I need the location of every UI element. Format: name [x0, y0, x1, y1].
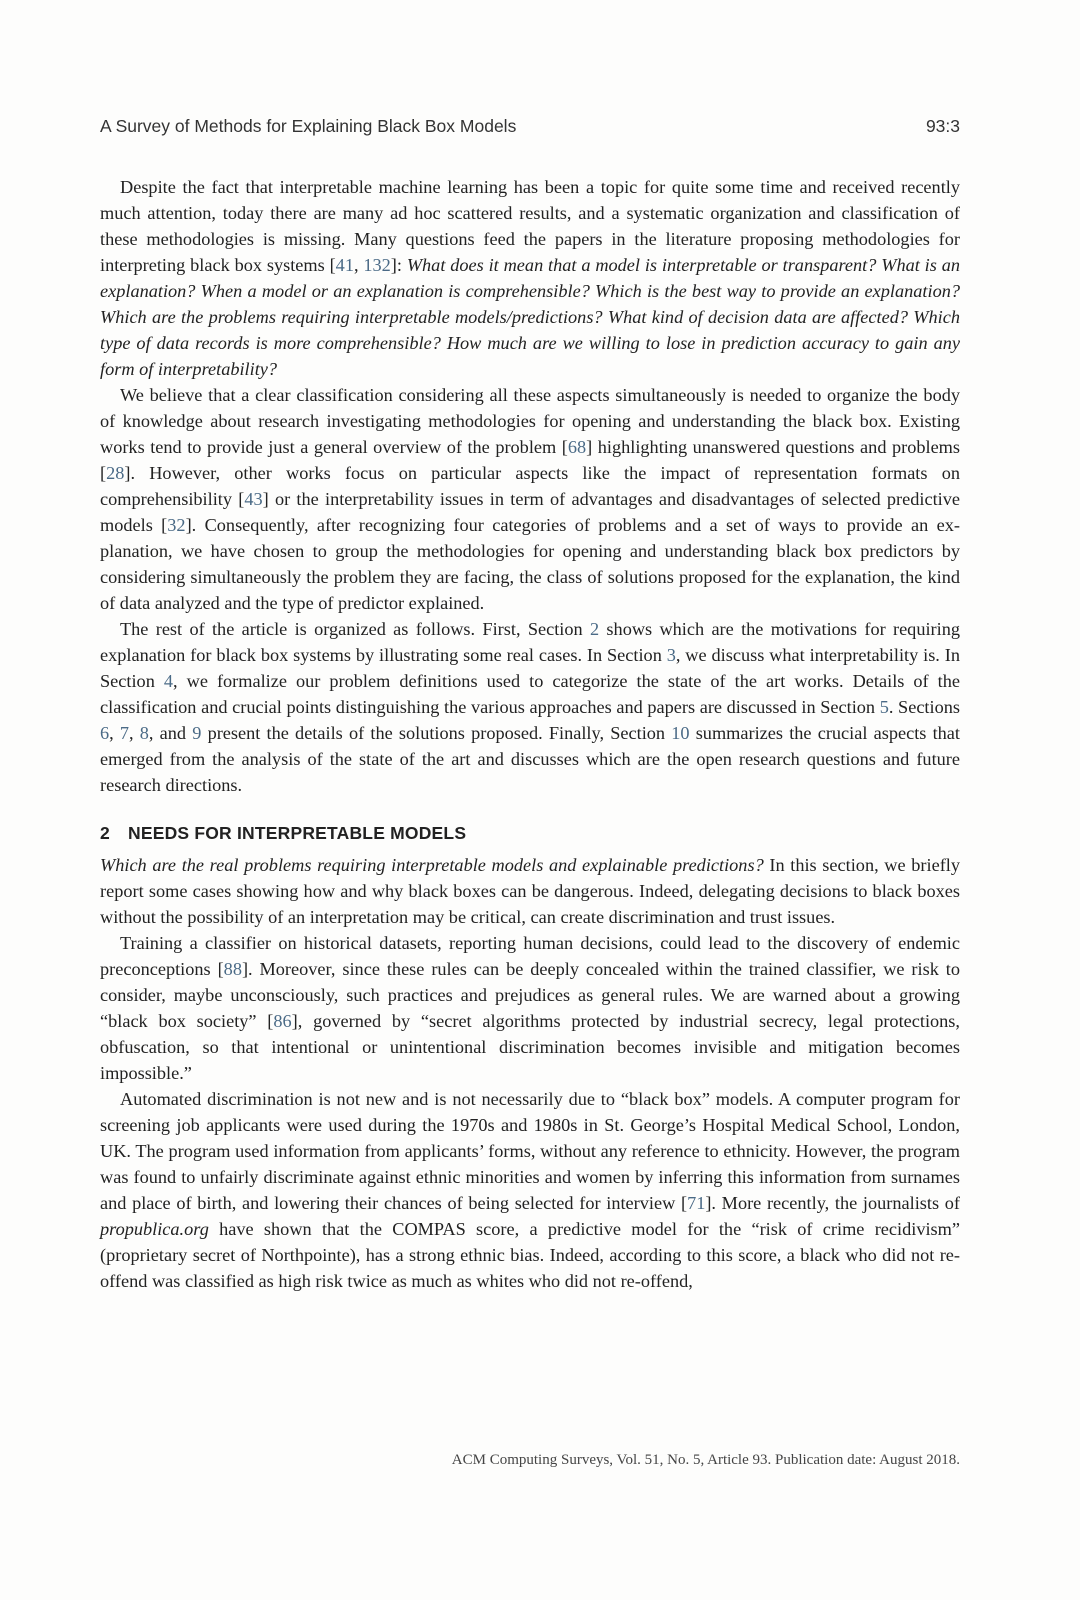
- text: ,: [109, 723, 120, 743]
- citation-link[interactable]: 88: [223, 959, 242, 979]
- text: shows which are the motivations for requiring explanation for black box systems by illustrating some real cases. In Section: [100, 619, 960, 665]
- text: , and: [148, 723, 193, 743]
- section-link[interactable]: 7: [119, 723, 130, 743]
- text: Training a classifier on historical datasets, reporting human decisions, could lead to the discovery of endemic preconceptions [: [100, 933, 960, 979]
- section-heading: [100, 820, 960, 846]
- text: summarizes the crucial aspects that emerged from the analysis of the state of the art and discusses which are the open research questions and future research directions.: [100, 723, 960, 795]
- running-title: A Survey of Methods for Explaining Black Box Models: [100, 116, 517, 136]
- text: present the details of the solutions proposed. Finally, Section: [201, 723, 672, 743]
- citation-link[interactable]: 86: [273, 1011, 292, 1031]
- text: ,: [353, 255, 364, 275]
- citation-link[interactable]: 41: [335, 255, 354, 275]
- text: ] or the interpretability issues in term of advantages and disadvantages of selected predictive models [: [100, 489, 960, 535]
- paragraph-intro-questions: [100, 174, 960, 382]
- text: . Sections: [888, 697, 960, 717]
- text: ], governed by “secret algorithms protected by industrial secrecy, legal protections, obfuscation, so that intentional or unintentional discrimination becomes invisible and mitigation becomes impossible.”: [100, 1011, 960, 1083]
- paragraph-organization: [100, 616, 960, 798]
- citation-link[interactable]: 32: [167, 515, 186, 535]
- text: , we discuss what interpretability is. In Section: [100, 645, 960, 691]
- text: In this section, we briefly report some cases showing how and why black boxes can be dangerous. Indeed, delegating decisions to black boxes without the possibility of an interpretation may be critical, can create discrimination and trust issues.: [100, 855, 960, 927]
- citation-link[interactable]: 71: [687, 1193, 706, 1213]
- text: ]:: [390, 255, 407, 275]
- section-link[interactable]: 6: [100, 723, 110, 743]
- text: ]. However, other works focus on particular aspects like the impact of representation formats on comprehensibility [: [100, 463, 960, 509]
- paragraph-training-classifier: [100, 930, 960, 1086]
- italic-question: Which are the real problems requiring interpretable models and explainable predictions?: [100, 855, 764, 875]
- paragraph-classification: [100, 382, 960, 616]
- section-link[interactable]: 3: [666, 645, 676, 665]
- citation-link[interactable]: 132: [363, 255, 391, 275]
- page-footer: ACM Computing Surveys, Vol. 51, No. 5, Article 93. Publication date: August 2018.: [451, 1452, 960, 1468]
- article-body: [100, 174, 960, 1294]
- section-title: NEEDS FOR INTERPRETABLE MODELS: [128, 823, 467, 843]
- text: ,: [129, 723, 140, 743]
- text: ]. Moreover, since these rules can be deeply concealed within the trained classifier, we risk to consider, maybe unconsciously, such practices and prejudices as general rules. We are warned about a growing “black box society” [: [100, 959, 960, 1031]
- text: Despite the fact that interpretable machine learning has been a topic for quite some time and received recently much attention, today there are many ad hoc scattered results, and a systematic organization and classification of these methodologies is missing. Many questions feed the papers in the literature proposing methodologies for interpreting black box systems [: [100, 177, 960, 275]
- text: ]. Consequently, after recognizing four categories of problems and a set of ways to provide an explanation, we have chosen to group the methodologies for opening and understanding black box predictors by considering simultaneously the problem they are facing, the class of solutions proposed for the explanation, the kind of data analyzed and the type of predictor explained.: [100, 515, 960, 613]
- text: The rest of the article is organized as follows. First, Section: [120, 619, 590, 639]
- section-link[interactable]: 8: [139, 723, 149, 743]
- text: Automated discrimination is not new and is not necessarily due to “black box” models. A computer program for screening job applicants were used during the 1970s and 1980s in St. George’s Hospital Medical School, London, UK. The program used information from applicants’ forms, without any reference to ethnicity. However, the program was found to unfairly discriminate against ethnic minorities and women by inferring this information from surnames and place of birth, and lowering their chances of being selected for interview [: [100, 1089, 960, 1213]
- text: We believe that a clear classification considering all these aspects simultaneously is needed to organize the body of knowledge about research investigating methodologies for opening and understanding the black box. Existing works tend to provide just a general overview of the problem [: [100, 385, 960, 457]
- text: ] highlighting unanswered questions and problems [: [100, 437, 961, 483]
- running-head: [100, 116, 960, 146]
- italic-website: propublica.org: [100, 1219, 209, 1239]
- citation-link[interactable]: 28: [106, 463, 125, 483]
- citation-link[interactable]: 43: [244, 489, 263, 509]
- text: , we formalize our problem definitions used to categorize the state of the art works. Details of the classification and crucial points distinguishing the various approaches and papers are discussed in Section: [100, 671, 961, 717]
- section-number: 2: [100, 823, 110, 843]
- text: ]. More recently, the journalists of: [705, 1193, 960, 1213]
- section-link[interactable]: 10: [671, 723, 690, 743]
- paragraph-needs-intro: [100, 852, 960, 930]
- text: have shown that the COMPAS score, a predictive model for the “risk of crime recidivism” (proprietary secret of Northpointe), has a strong ethnic bias. Indeed, according to this score, a black who did not re-offend was classified as high risk twice as much as whites who did not re-offend,: [100, 1219, 960, 1291]
- section-link[interactable]: 4: [163, 671, 174, 691]
- italic-questions: What does it mean that a model is interpretable or transparent? What is an explanation? When a model or an explanation is comprehensible? Which is the best way to provide an explanation? Which are the problems requiring interpretable models/predictions? What kind of decision data are affected? Which type of data records is more comprehensible? How much are we willing to lose in prediction accuracy to gain any form of interpretability?: [100, 255, 960, 379]
- section-link[interactable]: 2: [589, 619, 600, 639]
- page-number: 93:3: [925, 116, 960, 136]
- paragraph-automated-discrimination: [100, 1086, 960, 1294]
- paper-page: [100, 116, 960, 1294]
- section-link[interactable]: 9: [192, 723, 202, 743]
- citation-link[interactable]: 68: [567, 437, 587, 457]
- section-link[interactable]: 5: [879, 697, 889, 717]
